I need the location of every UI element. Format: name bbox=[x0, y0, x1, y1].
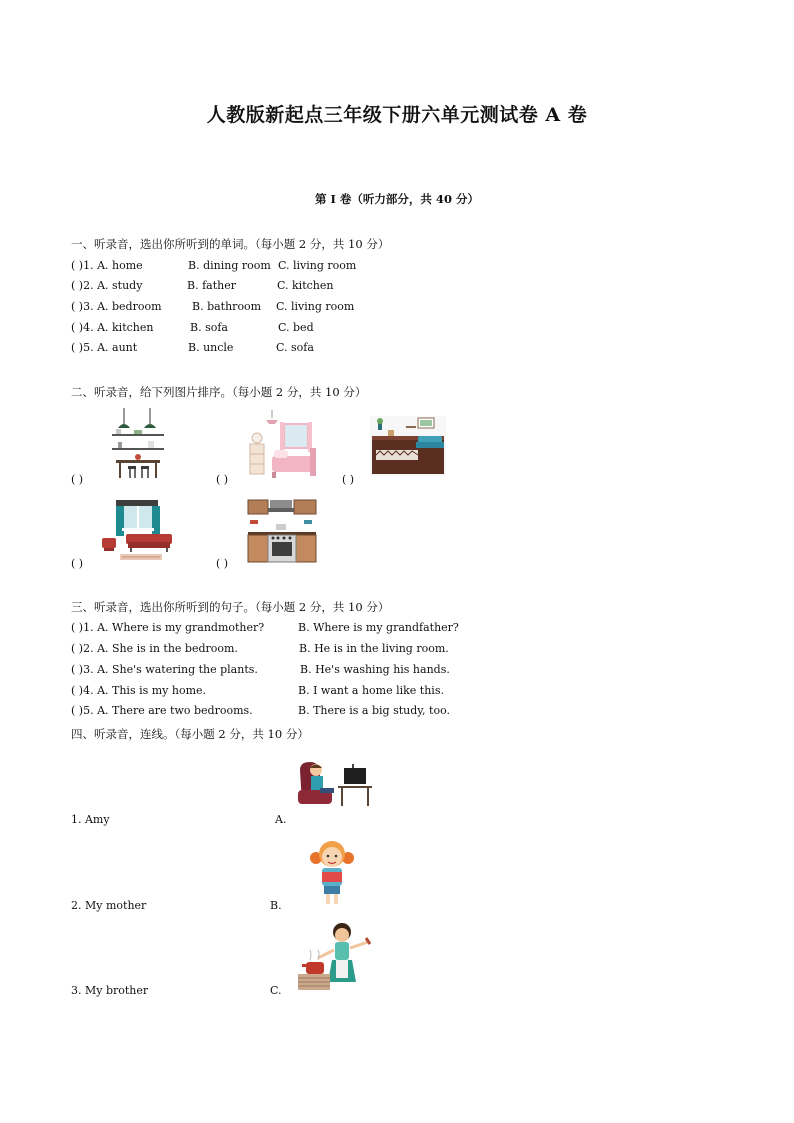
q1-option-c: C. living room bbox=[278, 259, 357, 272]
q1-option-a: ( )1. A. home bbox=[71, 259, 143, 272]
s3-q2-option-b: B. He is in the living room. bbox=[299, 642, 449, 655]
s3-q4-option-a: ( )4. A. This is my home. bbox=[71, 684, 207, 697]
q5-option-c: C. sofa bbox=[276, 341, 314, 354]
page-title: 人教版新起点三年级下册六单元测试卷 A 卷 bbox=[206, 104, 588, 126]
kitchen-picture bbox=[246, 498, 318, 564]
section1-heading: 一、听录音，选出你所听到的单词。（每小题 2 分，共 10 分） bbox=[71, 237, 390, 251]
match-left-1: 1. Amy bbox=[71, 813, 110, 826]
s3-q3-option-a: ( )3. A. She's watering the plants. bbox=[71, 663, 258, 676]
section2-heading: 二、听录音，给下列图片排序。（每小题 2 分，共 10 分） bbox=[71, 385, 367, 399]
match-left-2: 2. My mother bbox=[71, 899, 147, 912]
q5-option-b: B. uncle bbox=[188, 341, 234, 354]
picture5-answer-blank[interactable]: ( ) bbox=[216, 557, 229, 570]
s3-q3-option-b: B. He's washing his hands. bbox=[300, 663, 450, 676]
living-room-picture bbox=[370, 416, 446, 476]
q1-option-b: B. dining room bbox=[188, 259, 271, 272]
q3-option-a: ( )3. A. bedroom bbox=[71, 300, 162, 313]
s3-q4-option-b: B. I want a home like this. bbox=[298, 684, 444, 697]
picture4-answer-blank[interactable]: ( ) bbox=[71, 557, 84, 570]
picture2-answer-blank[interactable]: ( ) bbox=[216, 473, 229, 486]
q4-option-c: C. bed bbox=[278, 321, 314, 334]
q2-option-b: B. father bbox=[187, 279, 236, 292]
s3-q1-option-b: B. Where is my grandfather? bbox=[298, 621, 459, 634]
s3-q5-option-b: B. There is a big study, too. bbox=[298, 704, 450, 717]
q4-option-b: B. sofa bbox=[190, 321, 228, 334]
living-room-window-picture bbox=[100, 498, 174, 564]
boy-watching-tv-picture bbox=[296, 760, 376, 810]
section3-heading: 三、听录音，选出你所听到的句子。（每小题 2 分，共 10 分） bbox=[71, 600, 390, 614]
section4-heading: 四、听录音，连线。（每小题 2 分，共 10 分） bbox=[71, 727, 309, 741]
match-right-b: B. bbox=[270, 899, 282, 912]
q3-option-c: C. living room bbox=[276, 300, 355, 313]
q5-option-a: ( )5. A. aunt bbox=[71, 341, 138, 354]
s3-q5-option-a: ( )5. A. There are two bedrooms. bbox=[71, 704, 253, 717]
q2-option-a: ( )2. A. study bbox=[71, 279, 143, 292]
q3-option-b: B. bathroom bbox=[192, 300, 262, 313]
q4-option-a: ( )4. A. kitchen bbox=[71, 321, 154, 334]
girl-reading-picture bbox=[306, 836, 358, 906]
s3-q2-option-a: ( )2. A. She is in the bedroom. bbox=[71, 642, 238, 655]
mother-cooking-picture bbox=[294, 922, 372, 992]
q2-option-c: C. kitchen bbox=[277, 279, 334, 292]
dining-room-picture bbox=[108, 408, 168, 480]
match-left-3: 3. My brother bbox=[71, 984, 149, 997]
bedroom-picture bbox=[244, 410, 318, 480]
match-right-c: C. bbox=[270, 984, 282, 997]
picture1-answer-blank[interactable]: ( ) bbox=[71, 473, 84, 486]
part-subtitle: 第 I 卷（听力部分，共 40 分） bbox=[315, 192, 479, 206]
picture3-answer-blank[interactable]: ( ) bbox=[342, 473, 355, 486]
s3-q1-option-a: ( )1. A. Where is my grandmother? bbox=[71, 621, 265, 634]
match-right-a: A. bbox=[275, 813, 287, 826]
